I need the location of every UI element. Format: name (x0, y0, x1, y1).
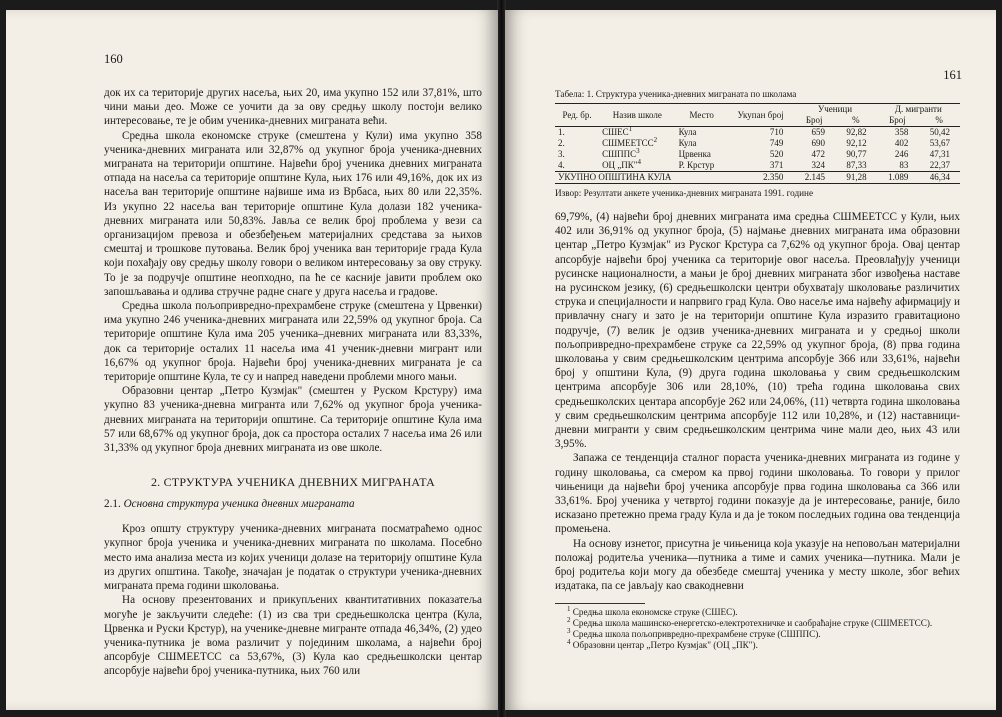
table-row (555, 149, 960, 160)
right-page (505, 10, 996, 710)
cell-students-pct: 92,12 (846, 138, 867, 148)
cell-no: 2. (558, 138, 565, 148)
col-header-pct: % (918, 115, 960, 127)
footnote-number: 3 (567, 627, 571, 636)
subsection-heading (104, 498, 482, 510)
col-header-migrants: Д. мигранти (877, 104, 960, 116)
cell-school: СШЕС$^1$ (602, 125, 633, 137)
cell-no: 1. (558, 127, 565, 137)
cell-school: СШМЕЕТСС$^2$ (602, 136, 658, 148)
cell-students-pct: 87,33 (846, 160, 867, 170)
cell-migrants-count: 1.089 (877, 172, 919, 184)
col-header-total: Укупан број (728, 104, 794, 127)
cell-migrants-pct: 47,31 (929, 149, 950, 159)
footnote (555, 607, 960, 618)
col-header-no: Ред. бр. (555, 104, 599, 127)
table-row (555, 127, 960, 139)
cell-migrants-count: 246 (894, 149, 909, 159)
cell-migrants-count: 83 (899, 160, 909, 170)
col-header-count: Број (793, 115, 835, 127)
footnote-number: 4 (567, 638, 571, 647)
footnote-ref: 1 (628, 125, 633, 133)
table-caption: Табела: 1. Структура ученика-дневних миграната по школама (555, 89, 797, 99)
cell-migrants-count: 358 (894, 127, 909, 137)
cell-migrants-pct: 53,67 (929, 138, 950, 148)
cell-place: Црвенка (678, 149, 711, 159)
cell-place: Кула (678, 138, 697, 148)
paragraph: Кроз општу структуру ученика-дневних миграната посматраћемо однос укупног броја ученика и ученика-дневних миграната по школама. Посебно место има анализа места из којих ученици долазе на територију општине Кула из других општина. Такође, значајан је податак о структури ученика-дневних миграната према години школовања. (104, 523, 482, 593)
paragraph: Средња школа пољопривредно-прехрамбене струке (смештена у Црвенки) има укупно 246 ученика-дневних миграната или 22,59% од укупног броја. Са територије општине Кула има 205 ученика–дневних миграната или 83,33%, док са територије осталих 11 насеља има 41 ученик-дневни мигрант или 16,67% од укупног броја. Највећи број ученика-дневних миграната је са територије општине Кула, те су и напред наведени проблеми много мањи. (104, 300, 482, 384)
cell-total: 710 (769, 127, 784, 137)
cell-students-pct: 92,82 (846, 127, 867, 137)
cell-school: СШППС$^3$ (602, 147, 640, 159)
cell-school: ОЦ „ПК"$^4$ (602, 158, 641, 170)
cell-total: 520 (769, 149, 784, 159)
cell-total: 2.350 (728, 172, 794, 184)
cell-students-count: 472 (811, 149, 825, 159)
footnote-text: Средња школа пољопривредно-прехрамбене струке (СШППС). (572, 629, 821, 640)
footnote (555, 618, 960, 629)
right-text-column (555, 86, 960, 651)
cell-students-pct: 90,77 (846, 149, 867, 159)
cell-students-count: 324 (811, 160, 825, 170)
cell-migrants-pct: 22,37 (929, 160, 950, 170)
footnote-number: 2 (567, 616, 571, 625)
col-header-place: Место (676, 104, 728, 127)
paragraph: 69,79%, (4) највећи број дневних миграната има средња СШМЕЕТСС у Кули, њих 402 или 36,91% од укупног броја, (5) најмање дневних миграната има образовни центар „Петро Кузмјак" из Руског Крстура са 7,62% од укупног броја. Овај центар апсорбује највећи број ученика са територије овог насеља. Преовлађују ученици русинске националности, а мањи је број дневних миграната због извођења наставе на русинском језику, (6) средњешколски центри обухватају школовање различитих струка и специјалности и напрвиго град Кула. Ово насеље има највећу афирмацију и привлачну снагу и зато је на територији општине Кула изразито гравитационо подручје, (7) велик је одзив ученика-дневних миграната и у средњој школи пољопривредно-прехрамбене струке са 22,59% од укупног броја, (8) прва година школовања у свим средњешколским центрима апсорбује 366 или 33,61%, највећи број у општини Кула, (9) друга година школовања у свим средњешколским центрима апсорбује 306 или 28,10%, (10) трећа година школовања свих средњешколских центара апсорбује 262 или 24,06%, (11) четврта година школовања у свим средњешколским центрима апсорбује 112 или 10,28%, и (12) наставници-дневни мигранти у свим средњешколским центрима чине мали део, њих 43 или 3,95%. (555, 211, 960, 451)
col-header-school: Назив школе (599, 104, 676, 127)
footnote-ref: 3 (636, 147, 640, 155)
table-row (555, 160, 960, 172)
migrants-table (555, 103, 960, 184)
table-source-note: Извор: Резултати анкете ученика-дневних миграната 1991. године (555, 188, 814, 198)
cell-students-count: 2.145 (793, 172, 835, 184)
left-text-column (104, 86, 482, 679)
page-number: 160 (104, 52, 123, 66)
cell-total-label: УКУПНО ОПШТИНА КУЛА (555, 172, 728, 184)
cell-place: Р. Крстур (678, 160, 715, 170)
paragraph: Образовни центар „Петро Кузмјак" (смештен у Руском Крстуру) има укупно 83 ученика-дневна мигранта или 7,62% од укупног броја ученика-дневних миграната на територији општине. Са територије општине Кула има 57 или 68,67% од укупног броја, док са простора осталих 7 насеља има 26 или 31,33% од укупног броја дневних миграната из ове школе. (104, 385, 482, 455)
footnote-ref: 2 (653, 136, 658, 144)
footnote-text: Средња школа економске струке (СШЕС). (572, 607, 738, 618)
cell-no: 4. (558, 160, 565, 170)
page-number: 161 (943, 68, 962, 82)
footnote-text: Образовни центар „Петро Кузмјак" (ОЦ „ПК"). (572, 640, 758, 651)
paragraph: На основу презентованих и прикупљених квантитативних показатеља могуће је закључити следеће: (1) из сва три средњешколска центра (Кула, Црвенка и Руски Крстур), на ученике-дневне мигранте отпада 46,34%, (2) удео ученика-путника је вома различит у појединим школама, а највећи број апсорбује СШМЕЕТСС са 53,67%, (3) Кула као средњешколски центар апсорбује највећи број ученика-путника, њих 760 или (104, 594, 482, 678)
cell-students-count: 690 (811, 138, 825, 148)
left-page (6, 10, 498, 710)
footnote (555, 629, 960, 640)
cell-place: Кула (678, 127, 697, 137)
footnotes (555, 607, 960, 651)
paragraph: Средња школа економске струке (смештена у Кули) има укупно 358 ученика-дневних миграната или 32,87% од укупног броја ученика-дневних миграната на територији општине. Највећи број ученика дневних миграната отпада на насеља са територије општине Кула, њих 176 или 49,16%, док их из насеља ван територије општине највише има из Врбаса, њих 80 или 22,35%. Из укупно 22 насеља ван територије општине Кула долази 182 ученика-дневних миграната или 50,83%. Јавља се велик број проблема у вези са организацијом превоза и обезбеђењем материјалних средстава за њихов смештај и трошкове путовања. Велик број ученика ван територије града Кула који похађају ову средњу школу говори о великом интересовању за ову струку. То је за подручје општине неопходно, па ће се касније јавити проблем око запошљавања и одлива стручне радне снаге у друга насеља и градове. (104, 129, 482, 298)
cell-migrants-pct: 50,42 (929, 127, 950, 137)
table-row (555, 138, 960, 149)
cell-no: 3. (558, 149, 565, 159)
footnote-ref: 4 (637, 158, 641, 166)
cell-migrants-count: 402 (894, 138, 909, 148)
paragraph: Запажа се тенденција сталног пораста ученика-дневних миграната из године у годину школовања, са смером ка првој години школовања. То говори у прилог чињеници да највећи број ученика апсорбује прва година школовања са 366 или 33,61%. Број ученика у четвртој години показује да је интересовање, раније, било исказано претежно према граду Кула и да је током последњих година ова тенденција промењена. (555, 452, 960, 536)
paragraph: На основу изнетог, присутна је чињеница која указује на неповољан материјални положај родитеља ученика—путника а тиме и самих ученика—путника. Мали је број родитеља који могу да обезбеде смештај ученика у месту школе, због већих издатака, па се јављају као свакодневни (555, 537, 960, 593)
cell-students-pct: 91,28 (835, 172, 877, 184)
table-total-row (555, 172, 960, 184)
footnote (555, 640, 960, 651)
section-title: 2. СТРУКТУРА УЧЕНИКА ДНЕВНИХ МИГРАНАТА (150, 475, 435, 490)
col-header-count: Број (877, 115, 919, 127)
cell-migrants-pct: 46,34 (918, 172, 960, 184)
col-header-students: Ученици (793, 104, 876, 116)
cell-students-count: 659 (811, 127, 825, 137)
footnote-text: Средња школа машинско-енергетско-електротехничке и саобраћајне струке (СШМЕЕТСС). (572, 618, 933, 629)
paragraph: док их са територије других насеља, њих 20, има укупно 152 или 37,81%, што чини мањи део. Може се уочити да за ову средњу школу постоји велико интересовање, те је обим ученика-дневних миграната већи. (104, 87, 482, 128)
cell-total: 371 (769, 160, 784, 170)
subsection-title: Основна структура ученика дневних миграната (123, 498, 355, 511)
subsection-number: 2.1. (104, 498, 121, 511)
footnote-number: 1 (567, 605, 571, 614)
cell-total: 749 (769, 138, 784, 148)
footnote-rule (555, 603, 645, 604)
col-header-pct: % (835, 115, 877, 127)
